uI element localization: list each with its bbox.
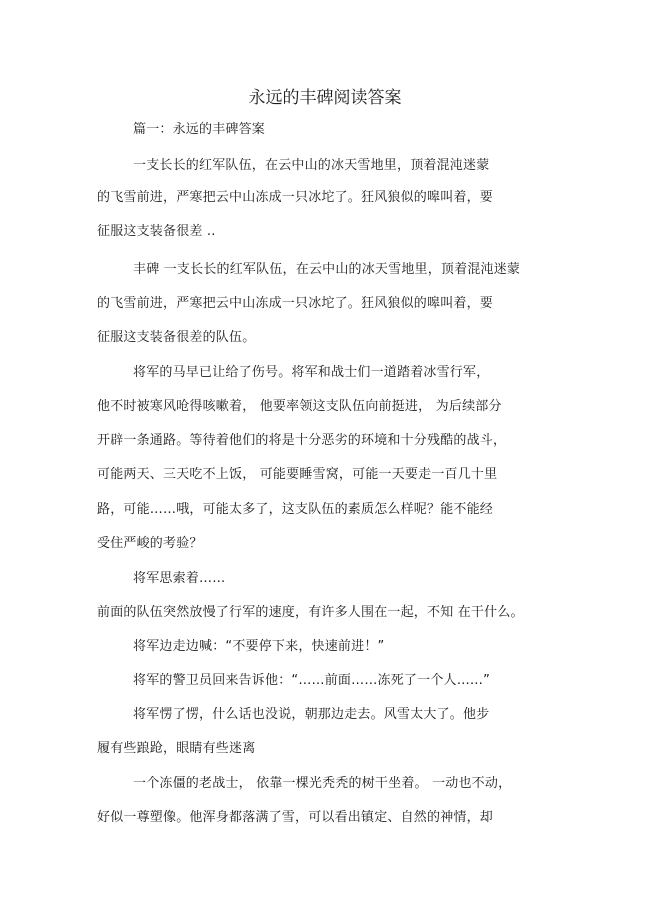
paragraph-line: 将军愣了愣，什么话也没说，朝那边走去。风雪太大了。他步 bbox=[133, 707, 490, 722]
paragraph-line: 他不时被寒风呛得咳嗽着， 他要率领这支队伍向前挺进， 为后续部分 bbox=[97, 399, 502, 414]
paragraph-line: 一支长长的红军队伍，在云中山的冰天雪地里，顶着混沌迷蒙 bbox=[133, 158, 490, 173]
paragraph-line: 的飞雪前进，严寒把云中山冻成一只冰坨了。狂风狼似的嗥叫着，要 bbox=[97, 190, 494, 205]
paragraph-line: 征服这支装备很差 .. bbox=[97, 224, 216, 239]
paragraph-line: 将军的马早已让给了伤号。将军和战士们一道踏着冰雪行军， bbox=[133, 365, 490, 380]
paragraph-line: 将军的警卫员回来告诉他：“……前面……冻死了一个人……” bbox=[133, 673, 491, 688]
paragraph-line: 可能两天、三天吃不上饭， 可能要睡雪窝，可能一天要走一百几十里 bbox=[97, 467, 498, 482]
paragraph-line: 征服这支装备很差的队伍。 bbox=[97, 330, 256, 345]
paragraph-line: 将军思索着…… bbox=[133, 571, 226, 586]
paragraph-line: 履有些踉跄，眼睛有些迷离 bbox=[97, 741, 256, 756]
paragraph-line: 一个冻僵的老战士， 依靠一棵光秃秃的树干坐着。 一动也不动， bbox=[133, 776, 512, 791]
paragraph-line: 受住严峻的考验？ bbox=[97, 536, 203, 551]
paragraph-line: 的飞雪前进，严寒把云中山冻成一只冰坨了。狂风狼似的嗥叫着，要 bbox=[97, 296, 494, 311]
paragraph-line: 好似一尊塑像。他浑身都落满了雪，可以看出镇定、自然的神情，却 bbox=[97, 810, 494, 825]
paragraph-line: 前面的队伍突然放慢了行军的速度，有许多人围在一起，不知 在干什么。 bbox=[97, 605, 524, 620]
paragraph-line: 路，可能……哦，可能太多了，这支队伍的素质怎么样呢？能不能经 bbox=[97, 502, 494, 517]
paragraph-line: 丰碑 一支长长的红军队伍，在云中山的冰天雪地里，顶着混沌迷蒙 bbox=[133, 262, 521, 277]
section-heading: 篇一：永远的丰碑答案 bbox=[133, 122, 266, 137]
document-title: 永远的丰碑阅读答案 bbox=[248, 88, 402, 108]
paragraph-line: 将军边走边喊：“不要停下来，快速前进！” bbox=[133, 639, 385, 654]
paragraph-line: 开辟一条通路。等待着他们的将是十分恶劣的环境和十分残酷的战斗， bbox=[97, 433, 507, 448]
